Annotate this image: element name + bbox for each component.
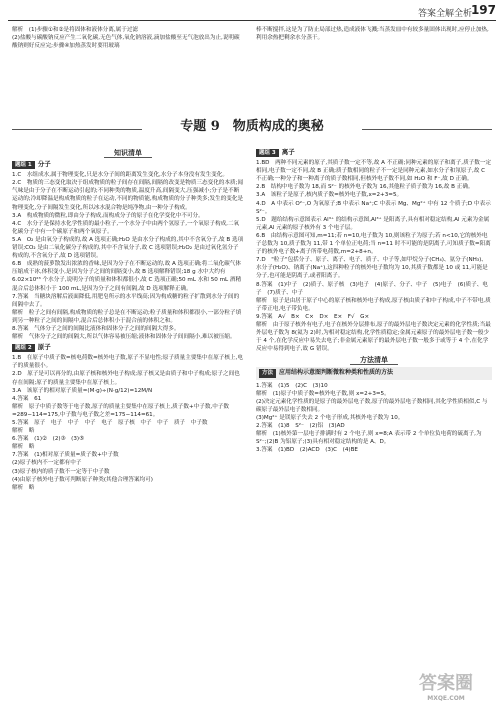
answer-item: 解析 原子是由居于原子中心的原子核和核外电子构成,原子核由质子和中子构成,中子不带电,质子带正电,电子带负电。 xyxy=(256,297,491,312)
answer-item: 6.B 由结构示意图可知,m=11;若 n=10,电子数为 10,则该粒子为原子;若 n<10,它的核外电子总数为 10,质子数为 11,带 1 个单位正电荷;当 n=11 时不可能的是阴离子,可知质子数=阳离子的核外电子数+离子所带电荷数,m=2+8+n。 xyxy=(256,232,491,256)
answer-item: 2.B 结构中电子数为 18,而 S²⁻ 的核外电子数为 16,其他粒子质子数为 16,故 B 正确。 xyxy=(256,184,474,191)
answer-item: 2.C 物质的三态变化取决于组成物质的粒子间存在间隔,间隔的改变是物质三态变化的本质;闻气味是由于分子在不断运动引起的;不同种类的物质,温度升高,间隔变大,压强减小;分子是不断运动的;冷却降温是构成物质的粒子在运动,不同的物质能,构成物质的分子种类多;发生的变化是物理变化,分子间隔发生变化,所以冰水混合物是纯净物,由一种分子构成。 xyxy=(12,180,244,211)
answer-item: 解析 粒子之间有间隔,构成物质的粒子总是在不断运动;粒子质量和体积都很小,一部分粒子填到另一种粒子之间的间隔中,混合后总体积小于混合前的体积之和。 xyxy=(12,309,242,324)
answer-item: 解析 (1)原子中质子数=核外电子数,则 x=2+3=5。 xyxy=(256,390,390,397)
answer-item: 8.答案 (1)中子 (2)质子、原子核 (3)电子 (4)原子、分子、中子 (5)电子 (6)质子、电子 (7)质子、中子 xyxy=(256,281,488,296)
banner-rule-left xyxy=(12,129,142,130)
topic-heading xyxy=(12,343,244,352)
answer-item: 7.答案 当糖块溶解后液面降低,用肥皂所示的水平线高;因为构成糖的粒子扩散到水分子间的间隔中去了。 xyxy=(12,293,240,308)
answer-item: (3)Mg²⁺ 是镁原子失去 2 个电子形成,其核外电子数为 10。 xyxy=(256,414,404,421)
method-tag: 方法 xyxy=(259,369,276,377)
page-number: 197 xyxy=(470,3,496,17)
answer-item: 4.C 水分子是保持水化学性质的最小粒子,一个水分子中由两个氢原子,一个氧原子构成,二氧化碳分子中有一个碳原子和两个氧原子。 xyxy=(12,220,240,235)
answer-item: 8.答案 气体分子之间的间隔比液体和固体分子之间的间隔大得多。 xyxy=(12,325,180,332)
section-heading: 知识清单 xyxy=(12,149,244,157)
topic-title: 离子 xyxy=(281,148,295,156)
topic-tag: 题组 3 xyxy=(256,149,279,157)
answer-item: 解析 (1)核外第一层电子排满时有 2 个电子,则 x=8;A 表示带 2 个单位负电荷的硫离子,为 S²⁻;(2)B 为铝原子;(3)具有相对稳定结构的是 A、D。 xyxy=(256,431,482,446)
answer-item: 5.答案 原子 电子 中子 中子 电子 原子核 中子 中子 质子 中子数 xyxy=(12,420,208,426)
answer-item: 4.D A 中表示 O²⁻,O 为氧原子;B 中表示 Na⁺;C 中表示 Mg、Mg²⁺ 中有 12 个质子;D 中表示 S²⁻。 xyxy=(256,200,491,215)
answer-item: 解析 气体分子之间的间隔大,所以气体容易被压缩;液体和固体分子间间隔小,难以被压缩。 xyxy=(12,334,236,341)
chapter-banner xyxy=(12,115,492,145)
answer-item: (2)决定元素化学性质的是原子的最外层电子数,原子的最外层电子数相同,其化学性质相似,C 与碳原子最外层电子数相同。 xyxy=(256,398,488,413)
answer-item: (4)由原子核外电子数可判断原子种类(其他合理答案均可) xyxy=(12,476,153,483)
watermark-logo: 答案圈 MXQE.COM xyxy=(419,673,473,702)
answer-item: 解析 由于原子核外有电子,电子在核外分层排布,原子的最外层电子数决定元素的化学性质;当最外层电子数为 8(氦为 2)时,为相对稳定结构,化学性质稳定;金属元素原子的最外层电子数一般少于 4 个,在化学反应中易失去电子;非金属元素原子的最外层电子数一般多于或等于 4 个,在化学反应中易得到电子,故 G 错误。 xyxy=(256,321,491,353)
paragraph: 棒不断搅拌,这是为了防止局部过热,造成液体飞溅;当蒸发皿中有较多量固体出现时,应停止加热,利用余热把剩余水分蒸干。 xyxy=(256,27,489,42)
topic-heading xyxy=(256,148,492,157)
answer-item: 1.C 水组成水,属于物理变化,只是水分子间的距离发生变化,水分子本身没有发生变化。 xyxy=(12,172,228,179)
answer-item: 1.BD 两种不同元素的原子,其质子数一定不等,故 A 不正确;同种元素的原子和离子,质子数一定相同,电子数一定不同,故 B 正确;质子数相同的粒子不一定是同种元素,如水分子和氖原子,故 C 不正确;一种分子和一种离子的质子数相同,但核外电子数不同,如 H₂O 和 F⁻,故 D 正确。 xyxy=(256,160,492,183)
header-label: 答案全解全析 xyxy=(417,9,472,19)
answer-item: 3.答案 (1)BD (2)ACD (3)C (4)BE xyxy=(256,447,358,454)
paragraph: (2)盐酸与碳酸钠反应产生二氧化碳,无色气体,氧化钠溶液,滴加盐酸至无气泡放出为止,说明碳酸钠则好反应完;步骤④加热蒸发时要用玻璃 xyxy=(12,35,240,50)
answer-item: (3)原子核内的质子数不一定等于中子数 xyxy=(12,468,110,475)
answer-item: 2.答案 (1)8 S²⁻ (2)铝 (3)AD xyxy=(256,423,345,429)
topic-tag: 题组 1 xyxy=(12,161,35,169)
answer-item: 解析 略 xyxy=(12,428,35,435)
method-title: 应用结构示意图判断微粒种类和性质的方法 xyxy=(279,369,394,377)
topic-tag: 题组 2 xyxy=(12,344,35,352)
answer-item: 3.A 该粒子是原子,核内质子数=核外电子数,x=2+3=5。 xyxy=(256,192,403,199)
topic-title: 分子 xyxy=(37,160,51,169)
answer-item: 1.答案 (1)5 (2)C (3)10 xyxy=(256,382,328,389)
answer-item: 6.答案 (1)② (2)③ (3)⑤ xyxy=(12,436,85,443)
topic-heading xyxy=(12,160,244,169)
method-heading xyxy=(256,367,492,379)
answer-item: 解析 略 xyxy=(12,484,35,491)
answer-item: 5.A O₂ 是由氧分子构成的,故 A 选项正确;H₂O 是由水分子构成的,其中不含氧分子,故 B 选项错误;CO₂ 是由二氧化碳分子构成的,其中不含氧分子,故 C 选项错误;H₂O₂ 是由过氧化氢分子构成的,不含氧分子,故 D 选项错误。 xyxy=(12,236,244,260)
topic-title: 原子 xyxy=(37,343,51,352)
banner-rule-right xyxy=(362,129,492,130)
answer-item: 解析 略 xyxy=(12,444,35,451)
answer-item: 1.B 在原子中质子数=核电荷数=核外电子数,原子不显电性;原子质量主要集中在原子核上,电子的质量很小。 xyxy=(12,355,243,370)
answer-item: 解析 原子中质子数等于电子数,原子的质量主要集中在原子核上,质子数+中子数,中子数=289−114=175,中子数与电子数之差=175−114=61。 xyxy=(12,403,229,418)
answer-item: (2)原子核内不一定都有中子 xyxy=(12,460,82,467)
answer-item: 9.答案 A√ B× C× D× E× F√ G× xyxy=(256,313,370,320)
left-column xyxy=(12,146,244,492)
page-header xyxy=(0,0,500,22)
header-divider xyxy=(8,20,496,21)
paragraph: 解析 (1)步骤①和②是将固体和液体分离,属于过滤 xyxy=(12,27,139,33)
chapter-title: 专题 9 物质构成的奥秘 xyxy=(180,119,324,134)
top-left-text xyxy=(12,26,244,50)
answer-item: 7.答案 (1)相对原子质量=质子数+中子数 xyxy=(12,452,119,459)
answer-item: 2.D 原子是可以再分的,由原子核和核外电子构成;原子核又是由质子和中子构成;原子之间也存在间隔;原子的质量主要集中在原子核上。 xyxy=(12,371,240,386)
answer-item: 4.答案 61 xyxy=(12,395,42,402)
answer-item: 3.A 该原子的相对原子质量=(M·g)÷(N·g/12)=12M/N xyxy=(12,387,153,394)
answer-item: 5.D 题给结构示意图表示 Al³⁺ 的结构示意图,Al³⁺ 是阳离子,具有相对稳定结构,Al 元素为金属元素,Al 元素的原子核外有 3 个电子层。 xyxy=(256,216,490,231)
section-heading: 方法清单 xyxy=(256,356,492,364)
answer-item: 7.D "粒子"包括分子、原子、离子、电子、质子、中子等,如甲烷分子(CH₄)、氨分子(NH₃)、水分子(H₂O)、钠离子(Na⁺),这四种粒子的核外电子数均为 10,其质子数都是 10 或 11,可能是分子,也可能是阴离子,或者阳离子。 xyxy=(256,257,488,280)
answer-item: 6.B 成熟的菠萝散发出浓浓的香味,是因为分子在不断运动的,故 A 选项正确;将二氧化碳气体压缩成干冰,体积变小,是因为分子之间的间隔变小,故 B 选项解释错误;18 g 水中大约有 6.02×10²³ 个水分子,说明分子的质量和体积都很小,故 C 选项正确;50 mL 水和 50 mL 酒精混合后总体积小于 100 mL,是因为分子之间有间隔,故 D 选项解释正确。 xyxy=(12,261,242,292)
right-column xyxy=(256,146,492,454)
top-right-text xyxy=(256,26,492,42)
answer-item: 3.A 构成物质的微粒,即由分子构成,而构成分子的原子在化学变化中不可分。 xyxy=(12,212,204,219)
